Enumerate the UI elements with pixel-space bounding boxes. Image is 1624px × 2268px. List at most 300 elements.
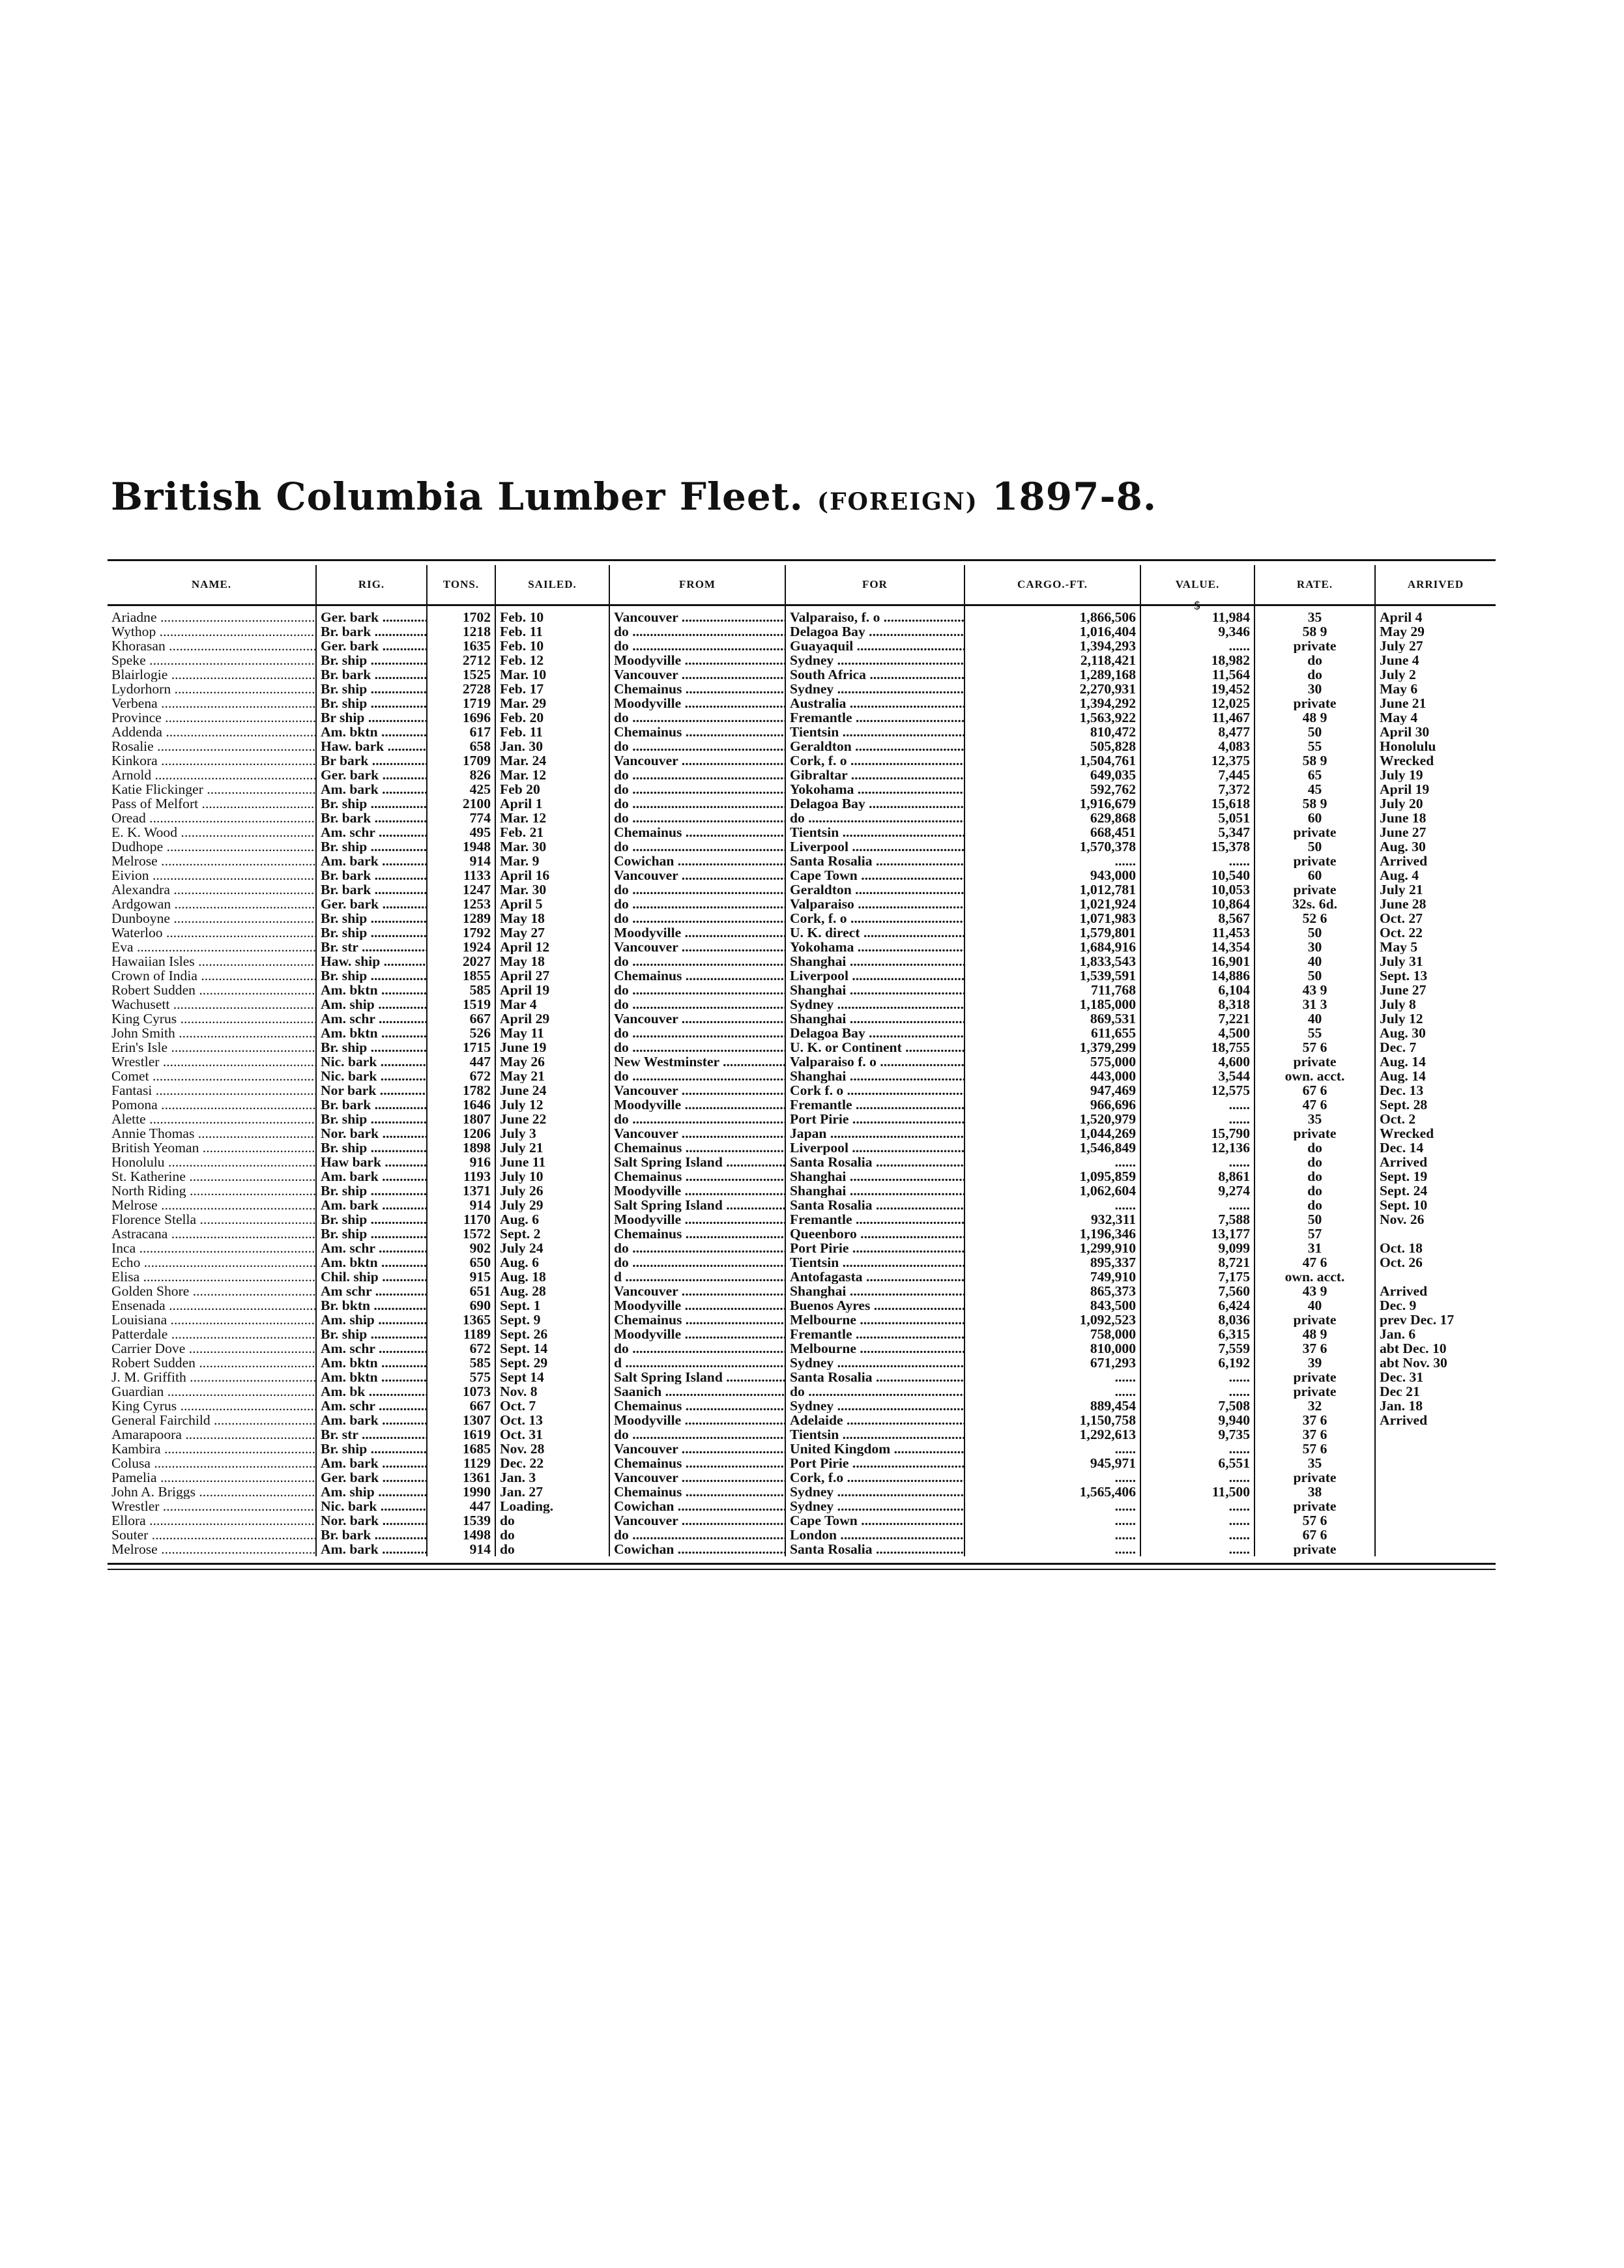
table-row	[108, 1499, 1496, 1513]
cell-from: Chemainus .....	[609, 1485, 785, 1499]
cell-value: 8,318	[1140, 997, 1254, 1011]
cell-sailed: Sept. 29	[495, 1356, 609, 1370]
cell-arrived	[1375, 1470, 1496, 1485]
cell-rate: private	[1254, 1313, 1375, 1327]
cell-from: do .....	[609, 954, 785, 968]
cell-name: Carrier Dove .....	[108, 1341, 316, 1356]
table-row	[108, 1212, 1496, 1227]
cell-rig: Br. ship .....	[316, 1327, 427, 1341]
cell-cargo: 1,394,292	[964, 696, 1140, 710]
cell-value: 10,053	[1140, 882, 1254, 897]
cell-name: Province .....	[108, 710, 316, 725]
cell-arrived: Dec. 14	[1375, 1141, 1496, 1155]
header-rate: RATE.	[1254, 565, 1375, 605]
cell-for: Shanghai .....	[785, 1184, 964, 1198]
cell-sailed: do	[495, 1542, 609, 1556]
cell-sailed: June 11	[495, 1155, 609, 1169]
cell-tons: 2728	[427, 682, 495, 696]
cell-from: New Westminster .....	[609, 1054, 785, 1069]
cell-tons: 1133	[427, 868, 495, 882]
table-row	[108, 968, 1496, 983]
cell-tons: 651	[427, 1284, 495, 1298]
cell-cargo: 611,655	[964, 1026, 1140, 1040]
cell-rate: 52 6	[1254, 911, 1375, 925]
cell-for: Liverpool .....	[785, 968, 964, 983]
cell-tons: 914	[427, 1542, 495, 1556]
cell-rig: Nor. bark .....	[316, 1513, 427, 1528]
cell-sailed: Aug. 6	[495, 1212, 609, 1227]
cell-value: 6,104	[1140, 983, 1254, 997]
header-row	[108, 565, 1496, 605]
table-row	[108, 1083, 1496, 1098]
cell-from: Chemainus .....	[609, 1313, 785, 1327]
cell-sailed: Feb. 10	[495, 605, 609, 625]
cell-rig: Nic. bark .....	[316, 1069, 427, 1083]
table-row	[108, 639, 1496, 653]
cell-cargo: 945,971	[964, 1456, 1140, 1470]
table-row	[108, 940, 1496, 954]
table-row	[108, 1427, 1496, 1442]
cell-name: Crown of India .....	[108, 968, 316, 983]
cell-rig: Am. schr .....	[316, 1399, 427, 1413]
cell-rig: Br. bark .....	[316, 882, 427, 897]
cell-arrived: Jan. 18	[1375, 1399, 1496, 1413]
cell-sailed: Mar. 30	[495, 882, 609, 897]
cell-sailed: do	[495, 1513, 609, 1528]
cell-name: Melrose .....	[108, 1198, 316, 1212]
cell-arrived: prev Dec. 17	[1375, 1313, 1496, 1327]
cell-name: Guardian .....	[108, 1384, 316, 1399]
cell-name: Blairlogie .....	[108, 667, 316, 682]
cell-arrived	[1375, 1542, 1496, 1556]
table-row	[108, 882, 1496, 897]
cell-for: Fremantle .....	[785, 1212, 964, 1227]
cell-from: do .....	[609, 1026, 785, 1040]
cell-cargo: ......	[964, 1528, 1140, 1542]
cell-tons: 915	[427, 1270, 495, 1284]
cell-rate: 30	[1254, 940, 1375, 954]
cell-rate: private	[1254, 854, 1375, 868]
cell-rate: do	[1254, 1169, 1375, 1184]
table-row	[108, 1155, 1496, 1169]
header-name: NAME.	[108, 565, 316, 605]
cell-name: Ellora .....	[108, 1513, 316, 1528]
cell-cargo: 575,000	[964, 1054, 1140, 1069]
cell-rig: Br. bark .....	[316, 1528, 427, 1542]
cell-tons: 1170	[427, 1212, 495, 1227]
cell-from: Chemainus .....	[609, 968, 785, 983]
cell-arrived: Sept. 13	[1375, 968, 1496, 983]
cell-arrived: Arrived	[1375, 1413, 1496, 1427]
table-row	[108, 1542, 1496, 1556]
cell-sailed: July 3	[495, 1126, 609, 1141]
cell-value: 15,378	[1140, 839, 1254, 854]
table-row	[108, 1456, 1496, 1470]
cell-value: 18,982	[1140, 653, 1254, 667]
cell-name: Comet .....	[108, 1069, 316, 1083]
cell-for: U. K. or Continent .....	[785, 1040, 964, 1054]
cell-name: Pamelia .....	[108, 1470, 316, 1485]
cell-name: E. K. Wood .....	[108, 825, 316, 839]
cell-from: do .....	[609, 839, 785, 854]
cell-from: do .....	[609, 811, 785, 825]
cell-from: d .....	[609, 1356, 785, 1370]
cell-from: do .....	[609, 739, 785, 753]
cell-from: do .....	[609, 1255, 785, 1270]
cell-name: Arnold .....	[108, 768, 316, 782]
cell-from: Chemainus .....	[609, 1169, 785, 1184]
cell-name: Amarapoora .....	[108, 1427, 316, 1442]
cell-for: London .....	[785, 1528, 964, 1542]
table-row	[108, 1112, 1496, 1126]
cell-for: do .....	[785, 1384, 964, 1399]
cell-value: 13,177	[1140, 1227, 1254, 1241]
cell-cargo: 1,044,269	[964, 1126, 1140, 1141]
cell-name: John Smith .....	[108, 1026, 316, 1040]
cell-tons: 1855	[427, 968, 495, 983]
cell-sailed: April 29	[495, 1011, 609, 1026]
cell-tons: 667	[427, 1011, 495, 1026]
cell-rig: Am. bark .....	[316, 782, 427, 796]
table-row	[108, 1011, 1496, 1026]
table-row	[108, 1126, 1496, 1141]
cell-name: Erin's Isle .....	[108, 1040, 316, 1054]
cell-rate: private	[1254, 1370, 1375, 1384]
cell-for: Delagoa Bay .....	[785, 1026, 964, 1040]
cell-rate: 31	[1254, 1241, 1375, 1255]
cell-rate: do	[1254, 1141, 1375, 1155]
cell-from: do .....	[609, 782, 785, 796]
cell-for: Santa Rosalia .....	[785, 1198, 964, 1212]
table-row	[108, 1356, 1496, 1370]
cell-rig: Br. ship .....	[316, 1184, 427, 1198]
cell-name: King Cyrus .....	[108, 1399, 316, 1413]
cell-cargo: ......	[964, 1155, 1140, 1169]
cell-sailed: Feb. 21	[495, 825, 609, 839]
table-row	[108, 1026, 1496, 1040]
cell-arrived: Oct. 2	[1375, 1112, 1496, 1126]
cell-value: 12,375	[1140, 753, 1254, 768]
cell-name: Eivion .....	[108, 868, 316, 882]
cell-sailed: Oct. 31	[495, 1427, 609, 1442]
table-row	[108, 1513, 1496, 1528]
cell-rate: 67 6	[1254, 1083, 1375, 1098]
cell-cargo: 889,454	[964, 1399, 1140, 1413]
cell-for: Shanghai .....	[785, 954, 964, 968]
cell-tons: 690	[427, 1298, 495, 1313]
cell-rate: do	[1254, 1155, 1375, 1169]
cell-cargo: 671,293	[964, 1356, 1140, 1370]
cell-rig: Am. bark .....	[316, 1198, 427, 1212]
cell-for: Fremantle .....	[785, 1327, 964, 1341]
fleet-table	[108, 565, 1496, 1556]
table-row	[108, 1270, 1496, 1284]
cell-tons: 672	[427, 1069, 495, 1083]
cell-cargo: 1,292,613	[964, 1427, 1140, 1442]
cell-arrived: Sept. 19	[1375, 1169, 1496, 1184]
cell-value: ......	[1140, 1155, 1254, 1169]
cell-arrived: Aug. 14	[1375, 1069, 1496, 1083]
cell-name: Souter .....	[108, 1528, 316, 1542]
cell-cargo: 1,570,378	[964, 839, 1140, 854]
cell-rate: 40	[1254, 1298, 1375, 1313]
cell-name: Patterdale .....	[108, 1327, 316, 1341]
cell-tons: 1619	[427, 1427, 495, 1442]
cell-arrived: Oct. 26	[1375, 1255, 1496, 1270]
cell-name: St. Katherine .....	[108, 1169, 316, 1184]
cell-rig: Chil. ship .....	[316, 1270, 427, 1284]
cell-for: Tientsin .....	[785, 1255, 964, 1270]
cell-tons: 2027	[427, 954, 495, 968]
cell-tons: 1990	[427, 1485, 495, 1499]
currency-symbol: $	[1194, 598, 1200, 612]
cell-name: John A. Briggs .....	[108, 1485, 316, 1499]
cell-rig: Ger. bark .....	[316, 639, 427, 653]
cell-cargo: 1,504,761	[964, 753, 1140, 768]
cell-name: Melrose .....	[108, 1542, 316, 1556]
cell-cargo: 1,021,924	[964, 897, 1140, 911]
table-row	[108, 1341, 1496, 1356]
cell-rate: 43 9	[1254, 1284, 1375, 1298]
cell-tons: 826	[427, 768, 495, 782]
cell-cargo: ......	[964, 1499, 1140, 1513]
cell-value: ......	[1140, 854, 1254, 868]
cell-arrived	[1375, 1456, 1496, 1470]
cell-rate: 31 3	[1254, 997, 1375, 1011]
title-year: 1897-8.	[992, 474, 1157, 519]
cell-sailed: Sept. 14	[495, 1341, 609, 1356]
cell-value: 8,036	[1140, 1313, 1254, 1327]
cell-cargo: 1,916,679	[964, 796, 1140, 811]
cell-tons: 1702	[427, 605, 495, 625]
page-title	[111, 474, 1512, 519]
cell-arrived	[1375, 1442, 1496, 1456]
cell-from: do .....	[609, 1040, 785, 1054]
cell-tons: 672	[427, 1341, 495, 1356]
cell-cargo: 1,684,916	[964, 940, 1140, 954]
cell-for: Cork, f.o .....	[785, 1470, 964, 1485]
table-row	[108, 768, 1496, 782]
cell-value: 11,984	[1140, 605, 1254, 625]
cell-rig: Br. ship .....	[316, 839, 427, 854]
cell-rig: Haw. bark .....	[316, 739, 427, 753]
table-row	[108, 605, 1496, 625]
cell-rig: Br. ship .....	[316, 968, 427, 983]
cell-tons: 1948	[427, 839, 495, 854]
cell-arrived: April 30	[1375, 725, 1496, 739]
cell-sailed: Feb. 11	[495, 624, 609, 639]
cell-arrived: Oct. 22	[1375, 925, 1496, 940]
table-row	[108, 897, 1496, 911]
cell-name: Wrestler .....	[108, 1499, 316, 1513]
cell-name: Annie Thomas .....	[108, 1126, 316, 1141]
cell-name: Rosalie .....	[108, 739, 316, 753]
cell-name: Wythop .....	[108, 624, 316, 639]
table-row	[108, 796, 1496, 811]
cell-sailed: Oct. 13	[495, 1413, 609, 1427]
cell-rate: 50	[1254, 925, 1375, 940]
table-row	[108, 1169, 1496, 1184]
cell-rate: 60	[1254, 811, 1375, 825]
cell-arrived: June 28	[1375, 897, 1496, 911]
table-row	[108, 1227, 1496, 1241]
cell-from: Vancouver .....	[609, 753, 785, 768]
cell-value: 11,467	[1140, 710, 1254, 725]
cell-rate: do	[1254, 667, 1375, 682]
cell-from: Saanich .....	[609, 1384, 785, 1399]
cell-value: 7,221	[1140, 1011, 1254, 1026]
cell-rig: Am. bark .....	[316, 1542, 427, 1556]
cell-for: U. K. direct .....	[785, 925, 964, 940]
cell-cargo: 1,289,168	[964, 667, 1140, 682]
cell-for: Liverpool .....	[785, 839, 964, 854]
cell-for: Santa Rosalia .....	[785, 1370, 964, 1384]
cell-rate: 40	[1254, 954, 1375, 968]
cell-rate: 48 9	[1254, 710, 1375, 725]
cell-value: 7,508	[1140, 1399, 1254, 1413]
cell-for: Yokohama .....	[785, 782, 964, 796]
cell-sailed: Sept. 9	[495, 1313, 609, 1327]
cell-cargo: ......	[964, 1542, 1140, 1556]
cell-cargo: ......	[964, 1384, 1140, 1399]
cell-rig: Br. ship .....	[316, 796, 427, 811]
cell-from: Chemainus .....	[609, 825, 785, 839]
cell-rate: 60	[1254, 868, 1375, 882]
cell-for: Tientsin .....	[785, 825, 964, 839]
cell-rate: 37 6	[1254, 1427, 1375, 1442]
cell-from: do .....	[609, 768, 785, 782]
cell-rate: 43 9	[1254, 983, 1375, 997]
cell-for: Tientsin .....	[785, 1427, 964, 1442]
cell-arrived: Dec. 31	[1375, 1370, 1496, 1384]
cell-sailed: July 12	[495, 1098, 609, 1112]
cell-rig: Am. bktn .....	[316, 1255, 427, 1270]
cell-value: 6,192	[1140, 1356, 1254, 1370]
cell-rig: Am schr .....	[316, 1284, 427, 1298]
cell-name: Echo .....	[108, 1255, 316, 1270]
cell-arrived: Dec. 7	[1375, 1040, 1496, 1054]
cell-arrived: Aug. 30	[1375, 1026, 1496, 1040]
cell-rate: private	[1254, 1384, 1375, 1399]
cell-rig: Br. ship .....	[316, 696, 427, 710]
cell-arrived: Oct. 18	[1375, 1241, 1496, 1255]
cell-rig: Ger. bark .....	[316, 605, 427, 625]
cell-for: Valparaiso f. o .....	[785, 1054, 964, 1069]
cell-cargo: ......	[964, 1442, 1140, 1456]
cell-cargo: 1,394,293	[964, 639, 1140, 653]
cell-cargo: 932,311	[964, 1212, 1140, 1227]
cell-for: Sydney .....	[785, 653, 964, 667]
cell-cargo: 1,565,406	[964, 1485, 1140, 1499]
cell-value: 7,445	[1140, 768, 1254, 782]
cell-from: do .....	[609, 1069, 785, 1083]
cell-arrived	[1375, 1427, 1496, 1442]
cell-rig: Br. bark .....	[316, 667, 427, 682]
cell-tons: 1365	[427, 1313, 495, 1327]
cell-name: Kinkora .....	[108, 753, 316, 768]
cell-tons: 447	[427, 1054, 495, 1069]
cell-rig: Am. schr .....	[316, 1241, 427, 1255]
cell-value: 8,721	[1140, 1255, 1254, 1270]
cell-value: 10,864	[1140, 897, 1254, 911]
cell-for: United Kingdom .....	[785, 1442, 964, 1456]
cell-value: ......	[1140, 1442, 1254, 1456]
cell-arrived: May 5	[1375, 940, 1496, 954]
cell-arrived	[1375, 1270, 1496, 1284]
table-row	[108, 1255, 1496, 1270]
cell-rate: 57 6	[1254, 1513, 1375, 1528]
cell-value: 11,500	[1140, 1485, 1254, 1499]
cell-from: Vancouver .....	[609, 1513, 785, 1528]
cell-tons: 447	[427, 1499, 495, 1513]
table-row	[108, 667, 1496, 682]
cell-for: Sydney .....	[785, 1399, 964, 1413]
cell-value: ......	[1140, 639, 1254, 653]
cell-value: 9,274	[1140, 1184, 1254, 1198]
cell-sailed: Aug. 6	[495, 1255, 609, 1270]
table-row	[108, 911, 1496, 925]
cell-cargo: 1,071,983	[964, 911, 1140, 925]
cell-arrived: Sept. 28	[1375, 1098, 1496, 1112]
cell-cargo: 1,379,299	[964, 1040, 1140, 1054]
cell-tons: 1189	[427, 1327, 495, 1341]
cell-sailed: Loading.	[495, 1499, 609, 1513]
cell-cargo: 966,696	[964, 1098, 1140, 1112]
cell-cargo: ......	[964, 854, 1140, 868]
cell-name: King Cyrus .....	[108, 1011, 316, 1026]
cell-rig: Haw bark .....	[316, 1155, 427, 1169]
cell-name: Waterloo .....	[108, 925, 316, 940]
cell-cargo: 1,062,604	[964, 1184, 1140, 1198]
cell-value: ......	[1140, 1112, 1254, 1126]
cell-name: Louisiana .....	[108, 1313, 316, 1327]
cell-from: do .....	[609, 997, 785, 1011]
cell-tons: 667	[427, 1399, 495, 1413]
cell-for: Sydney .....	[785, 1499, 964, 1513]
cell-cargo: 1,095,859	[964, 1169, 1140, 1184]
cell-value: 7,560	[1140, 1284, 1254, 1298]
cell-tons: 1289	[427, 911, 495, 925]
cell-sailed: April 1	[495, 796, 609, 811]
cell-arrived: July 20	[1375, 796, 1496, 811]
cell-for: Shanghai .....	[785, 1011, 964, 1026]
cell-rig: Br bark .....	[316, 753, 427, 768]
cell-rate: 55	[1254, 739, 1375, 753]
cell-rig: Haw. ship .....	[316, 954, 427, 968]
cell-sailed: Mar. 9	[495, 854, 609, 868]
cell-arrived: July 27	[1375, 639, 1496, 653]
table-row	[108, 1069, 1496, 1083]
cell-rate: do	[1254, 653, 1375, 667]
cell-arrived: April 19	[1375, 782, 1496, 796]
cell-cargo: 2,118,421	[964, 653, 1140, 667]
cell-from: Vancouver .....	[609, 868, 785, 882]
cell-cargo: 1,833,543	[964, 954, 1140, 968]
header-tons: TONS.	[427, 565, 495, 605]
cell-sailed: Mar. 12	[495, 811, 609, 825]
cell-rig: Br. str .....	[316, 1427, 427, 1442]
cell-rate: private	[1254, 825, 1375, 839]
cell-rate: 40	[1254, 1011, 1375, 1026]
cell-sailed: Mar. 10	[495, 667, 609, 682]
table-row	[108, 696, 1496, 710]
cell-sailed: do	[495, 1528, 609, 1542]
cell-cargo: 1,092,523	[964, 1313, 1140, 1327]
cell-arrived: Dec. 9	[1375, 1298, 1496, 1313]
cell-from: do .....	[609, 1241, 785, 1255]
table-row	[108, 1384, 1496, 1399]
header-arrived: ARRIVED	[1375, 565, 1496, 605]
